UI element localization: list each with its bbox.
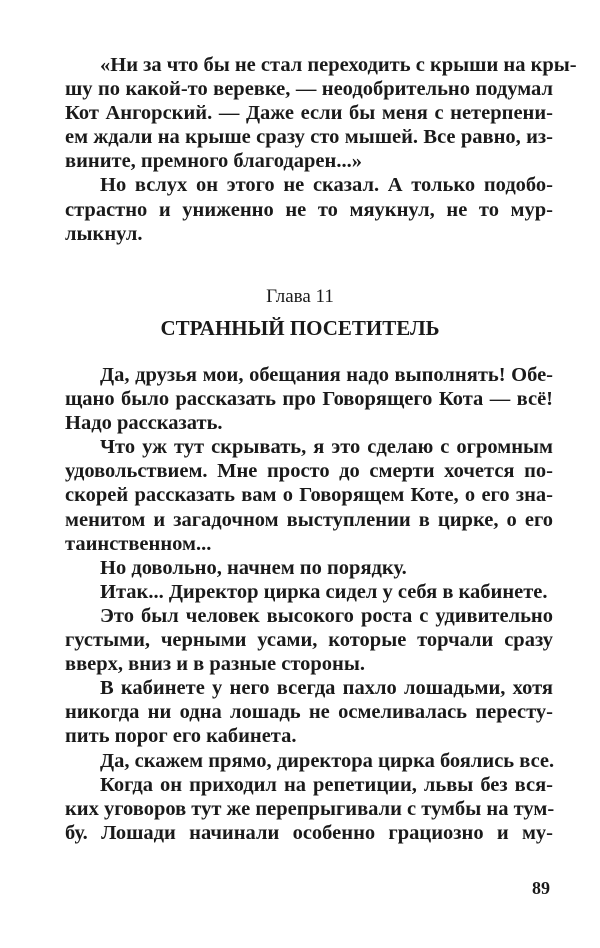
text-line: Это был человек высокого роста с удивительно — [100, 604, 553, 627]
text-line: ем ждали на крыше сразу сто мышей. Все равно, из- — [65, 126, 553, 149]
text-line: менитом и загадочном выступлении в цирке, о его — [65, 508, 553, 531]
text-line: скорей рассказать вам о Говорящем Коте, о его зна- — [65, 484, 553, 507]
chapter-title: СТРАННЫЙ ПОСЕТИТЕЛЬ — [160, 316, 440, 340]
text-line: таинственном... — [65, 532, 212, 555]
text-line: густыми, черными усами, которые торчали сразу — [65, 629, 553, 652]
text-line: Когда он приходил на репетиции, львы без вся- — [100, 773, 553, 796]
chapter-number: Глава 11 — [266, 286, 334, 307]
text-line: Но вслух он этого не сказал. А только подобо- — [100, 174, 553, 197]
text-line: страстно и униженно не то мяукнул, не то мур- — [65, 198, 553, 221]
text-line: вверх, вниз и в разные стороны. — [65, 653, 366, 676]
text-line: бу. Лошади начинали особенно грациозно и му- — [65, 821, 553, 844]
chapter-text-block — [65, 363, 553, 845]
text-line: лыкнул. — [65, 222, 143, 245]
text-line: Да, друзья мои, обещания надо выполнять! Обе- — [100, 364, 553, 386]
text-line: пить порог его кабинета. — [65, 725, 297, 748]
text-line: шу по какой-то веревке, — неодобрительно подумал — [65, 78, 553, 101]
text-line: Что уж тут скрывать, я это сделаю с огромным — [100, 436, 553, 459]
text-line: щано было рассказать про Говорящего Кота — всё! — [65, 388, 553, 411]
text-line: В кабинете у него всегда пахло лошадьми, хотя — [100, 677, 553, 700]
text-line: Надо рассказать. — [65, 412, 223, 435]
text-line: ких уговоров тут же перепрыгивали с тумбы на тум- — [65, 797, 555, 820]
top-text-block — [65, 53, 577, 246]
text-line: «Ни за что бы не стал переходить с крыши на кры- — [100, 54, 577, 76]
page-number: 89 — [532, 878, 550, 898]
text-line: никогда ни одна лошадь не осмеливалась пересту- — [65, 701, 553, 724]
text-line: Итак... Директор цирка сидел у себя в кабинете. — [100, 580, 548, 603]
text-line: Кот Ангорский. — Даже если бы меня с нетерпени- — [65, 102, 553, 125]
text-line: вините, премного благодарен...» — [65, 150, 362, 173]
text-line: удовольствием. Мне просто до смерти хочется по- — [65, 460, 553, 483]
text-line: Но довольно, начнем по порядку. — [100, 556, 407, 579]
text-line: Да, скажем прямо, директора цирка боялись все. — [100, 749, 555, 772]
